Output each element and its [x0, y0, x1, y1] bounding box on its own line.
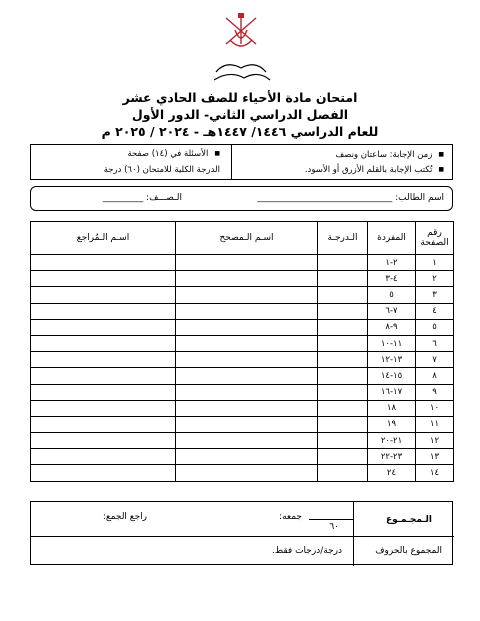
- corrector-cell[interactable]: [176, 449, 318, 465]
- reviewer-cell[interactable]: [31, 335, 176, 351]
- table-row: [31, 368, 454, 384]
- item-cell: ٧-٦: [368, 303, 416, 319]
- header-grade: الـدرجـة: [318, 222, 368, 255]
- grade-cell[interactable]: [318, 400, 368, 416]
- table-row: [31, 271, 454, 287]
- item-cell: ١٧-١٦: [368, 384, 416, 400]
- table-row: [31, 416, 454, 432]
- student-info-box: [30, 186, 453, 211]
- reviewer-cell[interactable]: [31, 271, 176, 287]
- sum-reviewed-field[interactable]: راجع الجمع:: [102, 512, 147, 522]
- academic-year-line: للعام الدراسي ١٤٤٦/ ١٤٤٧هـ - ٢٠٢٤ / ٢٠٢٥ م: [101, 124, 379, 139]
- summed-by-field[interactable]: جمعه:: [279, 512, 302, 522]
- page-number-cell: ٣: [416, 287, 454, 303]
- exam-info-box: [30, 144, 453, 180]
- corrector-cell[interactable]: [176, 384, 318, 400]
- item-cell: ١٨: [368, 400, 416, 416]
- student-name-field[interactable]: اسم الطالب: ______________________________: [257, 193, 444, 203]
- table-row: [31, 335, 454, 351]
- item-cell: ٥: [368, 287, 416, 303]
- grade-cell[interactable]: [318, 319, 368, 335]
- reviewer-cell[interactable]: [31, 303, 176, 319]
- table-row: [31, 465, 454, 481]
- corrector-cell[interactable]: [176, 465, 318, 481]
- corrector-cell[interactable]: [176, 319, 318, 335]
- total-label: الـمجـمـوع: [385, 515, 432, 525]
- corrector-cell[interactable]: [176, 255, 318, 271]
- corrector-cell[interactable]: [176, 271, 318, 287]
- table-row: [31, 352, 454, 368]
- table-row: [31, 400, 454, 416]
- reviewer-cell[interactable]: [31, 255, 176, 271]
- page-number-cell: ١: [416, 255, 454, 271]
- item-cell: ١٥-١٤: [368, 368, 416, 384]
- reviewer-cell[interactable]: [31, 352, 176, 368]
- corrector-cell[interactable]: [176, 352, 318, 368]
- table-row: [31, 287, 454, 303]
- grade-cell[interactable]: [318, 416, 368, 432]
- reviewer-cell[interactable]: [31, 384, 176, 400]
- corrector-cell[interactable]: [176, 368, 318, 384]
- header-page-number: رقم الصفحة: [416, 222, 454, 255]
- corrector-cell[interactable]: [176, 433, 318, 449]
- header-reviewer: اسـم الـمُراجع: [31, 222, 176, 255]
- item-cell: ٢٤: [368, 465, 416, 481]
- page-number-cell: ٢: [416, 271, 454, 287]
- reviewer-cell[interactable]: [31, 287, 176, 303]
- page-number-cell: ٩: [416, 384, 454, 400]
- grade-cell[interactable]: [318, 465, 368, 481]
- reviewer-cell[interactable]: [31, 449, 176, 465]
- grades-table: [30, 221, 454, 482]
- total-in-words-label: المجموع بالحروف: [375, 546, 442, 556]
- item-cell: ٢٣-٢٢: [368, 449, 416, 465]
- table-header-row: [31, 222, 454, 255]
- total-grade-info: الدرجة الكلية للامتحان (٦٠) درجة: [103, 165, 220, 175]
- grade-cell[interactable]: [318, 255, 368, 271]
- grade-cell[interactable]: [318, 335, 368, 351]
- item-cell: ٢١-٢٠: [368, 433, 416, 449]
- grade-cell[interactable]: [318, 433, 368, 449]
- page-number-cell: ١٣: [416, 449, 454, 465]
- grade-cell[interactable]: [318, 352, 368, 368]
- ministry-emblem-logo: [206, 10, 276, 82]
- item-cell: ١٣-١٢: [368, 352, 416, 368]
- grade-cell[interactable]: [318, 287, 368, 303]
- table-row: [31, 303, 454, 319]
- table-row: [31, 255, 454, 271]
- item-cell: ٩-٨: [368, 319, 416, 335]
- reviewer-cell[interactable]: [31, 319, 176, 335]
- grade-cell[interactable]: [318, 384, 368, 400]
- corrector-cell[interactable]: [176, 335, 318, 351]
- corrector-cell[interactable]: [176, 287, 318, 303]
- reviewer-cell[interactable]: [31, 465, 176, 481]
- exam-title: امتحان مادة الأحياء للصف الحادي عشر: [122, 90, 358, 105]
- item-cell: ١٩: [368, 416, 416, 432]
- pages-info: ■ الأسئلة في (١٤) صفحة: [127, 149, 220, 159]
- reviewer-cell[interactable]: [31, 400, 176, 416]
- corrector-cell[interactable]: [176, 303, 318, 319]
- page-number-cell: ٨: [416, 368, 454, 384]
- table-row: [31, 384, 454, 400]
- header-corrector: اسـم الـمصحح: [176, 222, 318, 255]
- totals-box: [30, 501, 453, 565]
- table-row: [31, 319, 454, 335]
- reviewer-cell[interactable]: [31, 368, 176, 384]
- page-number-cell: ٦: [416, 335, 454, 351]
- header-item: المفردة: [368, 222, 416, 255]
- item-cell: ١١-١٠: [368, 335, 416, 351]
- table-row: [31, 433, 454, 449]
- grade-cell[interactable]: [318, 449, 368, 465]
- semester-line: الفصل الدراسي الثاني- الدور الأول: [131, 107, 349, 122]
- table-row: [31, 449, 454, 465]
- grade-cell[interactable]: [318, 271, 368, 287]
- page-number-cell: ١٢: [416, 433, 454, 449]
- reviewer-cell[interactable]: [31, 433, 176, 449]
- grades-only-text: درجة/درجات فقط.: [271, 546, 342, 556]
- time-info: ■ زمن الإجابة: ساعتان ونصف: [335, 150, 444, 160]
- class-field[interactable]: الـصـــف: _________: [102, 193, 182, 203]
- page-number-cell: ١١: [416, 416, 454, 432]
- max-score: ٦٠: [329, 522, 339, 532]
- item-cell: ٢-١: [368, 255, 416, 271]
- corrector-cell[interactable]: [176, 416, 318, 432]
- grade-cell[interactable]: [318, 368, 368, 384]
- page-number-cell: ٥: [416, 319, 454, 335]
- corrector-cell[interactable]: [176, 400, 318, 416]
- grade-cell[interactable]: [318, 303, 368, 319]
- reviewer-cell[interactable]: [31, 416, 176, 432]
- page-number-cell: ٤: [416, 303, 454, 319]
- page-number-cell: ١٤: [416, 465, 454, 481]
- item-cell: ٤-٣: [368, 271, 416, 287]
- page-number-cell: ٧: [416, 352, 454, 368]
- pen-info: ■ تُكتب الإجابة بالقلم الأزرق أو الأسود.: [305, 165, 444, 175]
- page-number-cell: ١٠: [416, 400, 454, 416]
